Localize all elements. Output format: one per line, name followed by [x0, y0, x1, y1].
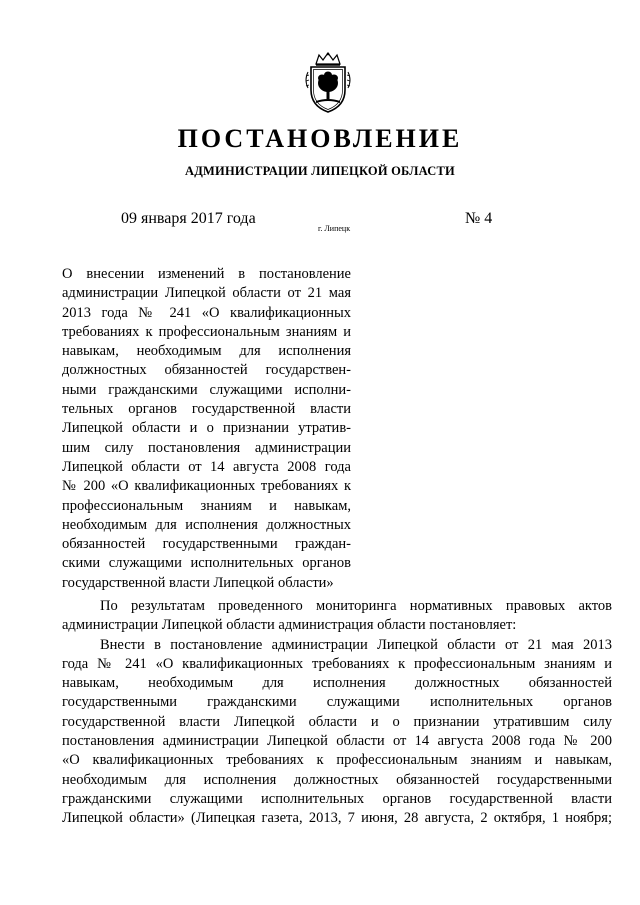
heading-line: тельных органов государственной власти [62, 401, 351, 418]
heading-line: скими служащими исполнительных органов [62, 555, 351, 572]
heading-line: профессиональным знаниям и навыкам, [62, 497, 351, 514]
body-line: По результатам проведенного мониторинга нормативных правовых актов [100, 598, 612, 614]
body-line: Внести в постановление администрации Липецкой области от 21 мая 2013 [100, 636, 612, 653]
body-line: постановления администрации Липецкой области от 14 августа 2008 года № 200 [62, 733, 612, 750]
heading-line: 2013 года № 241 «О квалификационных [62, 304, 351, 321]
heading-line: Липецкой области и о признании утратив- [62, 420, 351, 437]
body-line: Липецкой области» (Липецкая газета, 2013, 7 июня, 28 августа, 2 октября, 1 ноября; [62, 810, 612, 827]
body-line: года № 241 «О квалификационных требованиях к профессиональным знаниям и [62, 655, 612, 672]
document-subtitle: АДМИНИСТРАЦИИ ЛИПЕЦКОЙ ОБЛАСТИ [185, 164, 455, 178]
document-body [62, 597, 612, 829]
body-line: навыкам, необходимым для исполнения должностных обязанностей [62, 675, 612, 692]
body-line: государственными гражданскими служащими исполнительных органов [62, 694, 612, 711]
heading-line: Липецкой области от 14 августа 2008 года [62, 458, 351, 475]
body-line: гражданскими служащими исполнительных органов государственной власти [62, 790, 612, 807]
heading-line: ными гражданскими служащими исполни- [62, 381, 351, 398]
document-number: № 4 [465, 210, 493, 227]
heading-line: требованиях к профессиональным знаниям и [62, 323, 351, 340]
document-date: 09 января 2017 года [121, 210, 256, 227]
heading-line: шим силу постановления администрации [62, 439, 351, 456]
heading-line: О внесении изменений в постановление [62, 266, 351, 282]
document-title: ПОСТАНОВЛЕНИЕ [177, 124, 463, 153]
heading-line: администрации Липецкой области от 21 мая [62, 285, 351, 302]
heading-line: должностных обязанностей государствен- [62, 362, 351, 379]
heading-line: навыкам, необходимым для исполнения [62, 343, 351, 360]
body-line: государственной власти Липецкой области и о признании утратившим силу [62, 713, 612, 730]
heading-line: обязанностей государственными граждан- [62, 536, 351, 553]
body-line: необходимым для исполнения должностных обязанностей государственными [62, 771, 612, 788]
heading-line: государственной власти Липецкой области» [62, 574, 334, 591]
heading-line: № 200 «О квалификационных требованиях к [62, 478, 351, 495]
body-line: «О квалификационных требованиях к профессиональным знаниям и навыкам, [62, 752, 612, 769]
document-heading [62, 265, 351, 593]
body-line: администрации Липецкой области администрация области постановляет: [62, 617, 517, 634]
coat-of-arms-icon [303, 52, 353, 114]
document-city: г. Липецк [318, 224, 351, 233]
heading-line: необходимым для исполнения должностных [62, 516, 351, 533]
